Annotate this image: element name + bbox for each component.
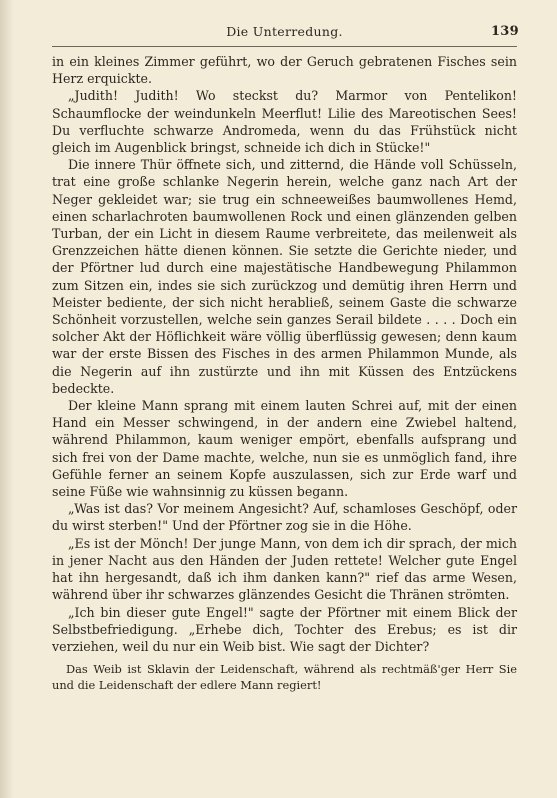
- body-text: [52, 53, 517, 655]
- paragraph: in ein kleines Zimmer geführt, wo der Geruch gebratenen Fisches sein Herz erquickte.: [52, 54, 517, 87]
- page-gutter-shadow: [0, 0, 14, 798]
- page-number: 139: [490, 24, 519, 39]
- paragraph: Der kleine Mann sprang mit einem lauten Schrei auf, mit der einen Hand ein Messer schwingend, in der andern eine Zwiebel haltend, während Philammon, kaum weniger empört, ebenfalls aufsprang und sich frei von der Dame machte, welche, nun sie es unmöglich fand, ihre Gefühle ferner an seinem Kopfe auszulassen, sich zur Erde warf und seine Füße wie wahnsinnig zu küssen begann.: [52, 398, 517, 500]
- paragraph: „Es ist der Mönch! Der junge Mann, von dem ich dir sprach, der mich in jener Nacht aus den Händen der Juden rettete! Welcher gute Engel hat ihn hergesandt, daß ich ihm danken kann?" rief das arme Wesen, während über ihr schwarzes glänzendes Gesicht die Thränen strömten.: [52, 535, 517, 603]
- verse-text: Das Weib ist Sklavin der Leidenschaft, während als rechtmäß'ger Herr Sie und die Leidenschaft der edlere Mann regiert!: [52, 662, 517, 693]
- verse-quote: [52, 661, 517, 693]
- header-rule: [52, 46, 517, 47]
- paragraph: „Judith! Judith! Wo steckst du? Marmor von Pentelikon! Schaumflocke der weindunkeln Meerflut! Lilie des Mareotischen Sees! Du verfluchte schwarze Andromeda, wenn du das Frühstück nicht gleich im Augenblick bringst, schneide ich dich in Stücke!": [52, 88, 517, 156]
- paragraph: „Ich bin dieser gute Engel!" sagte der Pförtner mit einem Blick der Selbstbefriedigung. „Erhebe dich, Tochter des Erebus; es ist dir verziehen, weil du nur ein Weib bist. Wie sagt der Dichter?: [52, 604, 517, 654]
- running-title: Die Unterredung.: [226, 24, 343, 39]
- paragraph: Die innere Thür öffnete sich, und zitternd, die Hände voll Schüsseln, trat eine große schlanke Negerin herein, welche ganz nach Art der Neger gekleidet war; sie trug ein schneeweißes baumwollenes Hemd, einen scharlachroten baumwollenen Rock und einen glänzenden gelben Turban, der ein Licht in diesem Raume verbreitete, das meilenweit als Grenzzeichen hätte dienen können. Sie setzte die Gerichte nieder, und der Pförtner lud durch eine majestätische Handbewegung Philammon zum Sitzen ein, indes sie sich zurückzog und demütig ihren Herrn und Meister bediente, der sich nicht herabließ, seinem Gaste die schwarze Schönheit vorzustellen, welche sein ganzes Serail bildete . . . . Doch ein solcher Akt der Höflichkeit wäre völlig überflüssig gewesen; denn kaum war der erste Bissen des Fisches in des armen Philammon Munde, als die Negerin auf ihn zustürzte und ihn mit Küssen des Entzückens bedeckte.: [52, 157, 517, 396]
- running-header: [52, 24, 517, 44]
- paragraph: „Was ist das? Vor meinem Angesicht? Auf, schamloses Geschöpf, oder du wirst sterben!" Und der Pförtner zog sie in die Höhe.: [52, 501, 517, 534]
